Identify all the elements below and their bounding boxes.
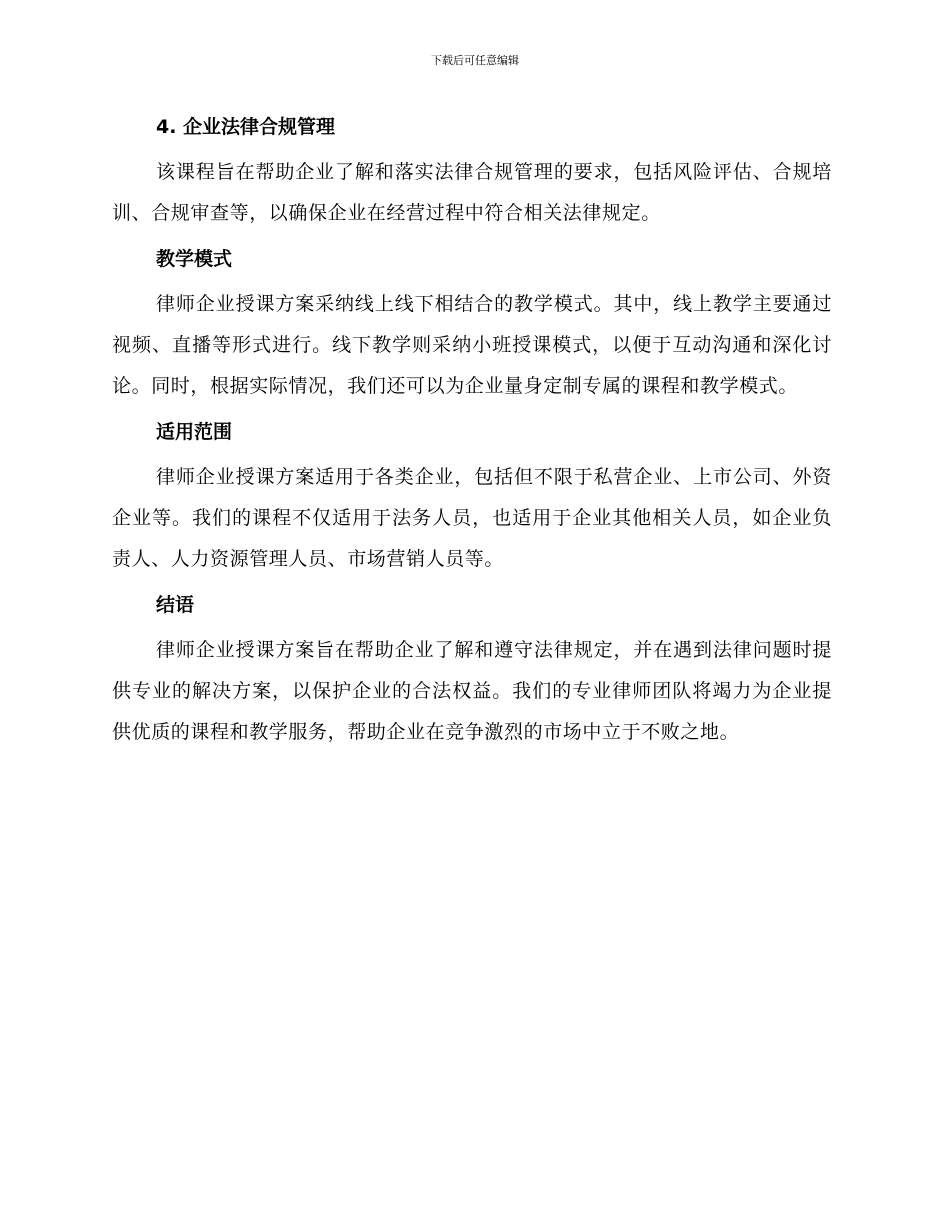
section-heading: 教学模式	[156, 248, 233, 270]
page-header: 下载后可任意编辑	[431, 54, 519, 67]
section-paragraph: 律师企业授课方案适用于各类企业，包括但不限于私营企业、上市公司、外资企业等。我们的课程不仅适用于法务人员，也适用于企业其他相关人员，如企业负责人、人力资源管理人员、市场营销人员等。	[112, 466, 832, 570]
section-paragraph: 该课程旨在帮助企业了解和落实法律合规管理的要求，包括风险评估、合规培训、合规审查等，以确保企业在经营过程中符合相关法律规定。	[112, 161, 832, 224]
section-teaching-mode	[112, 244, 832, 407]
section-paragraph: 律师企业授课方案旨在帮助企业了解和遵守法律规定，并在遇到法律问题时提供专业的解决方案，以保护企业的合法权益。我们的专业律师团队将竭力为企业提供优质的课程和教学服务，帮助企业在竞争激烈的市场中立于不败之地。	[112, 639, 832, 743]
section-paragraph: 律师企业授课方案采纳线上线下相结合的教学模式。其中，线上教学主要通过视频、直播等形式进行。线下教学则采纳小班授课模式，以便于互动沟通和深化讨论。同时，根据实际情况，我们还可以为企业量身定制专属的课程和教学模式。	[112, 293, 832, 397]
section-scope	[112, 417, 832, 580]
section-compliance	[112, 112, 832, 234]
section-heading: 结语	[156, 594, 195, 616]
document-body	[112, 112, 832, 763]
section-heading: 4. 企业法律合规管理	[156, 116, 336, 138]
section-heading: 适用范围	[156, 421, 233, 443]
section-conclusion	[112, 590, 832, 753]
